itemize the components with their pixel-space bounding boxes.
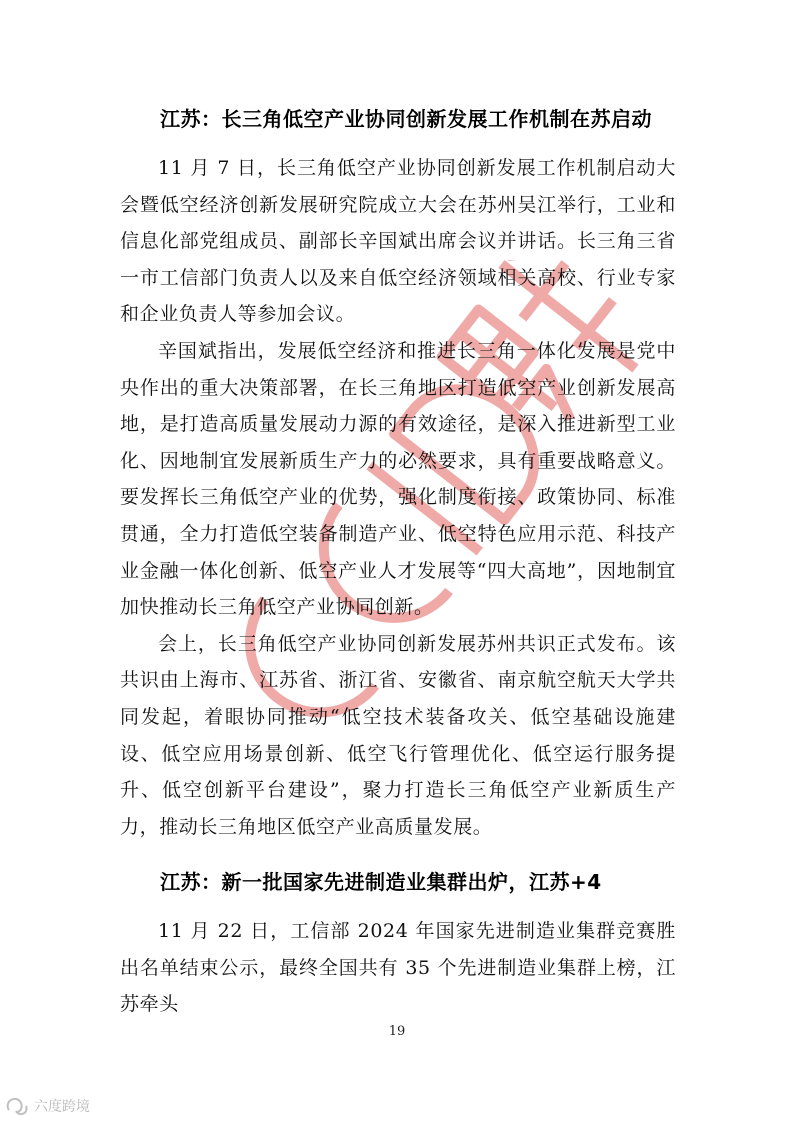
paragraph: 会上，长三角低空产业协同创新发展苏州共识正式发布。该共识由上海市、江苏省、浙江省、安徽省、南京航空航天大学共同发起，着眼协同推动“低空技术装备攻关、低空基础设施建设、低空应用场景创新、低空飞行管理优化、低空运行服务提升、低空创新平台建设”，聚力打造长三角低空产业新质生产力，推动长三角地区低空产业高质量发展。 <box>120 632 676 838</box>
paragraph: 辛国斌指出，发展低空经济和推进长三角一体化发展是党中央作出的重大决策部署，在长三角地区打造低空产业创新发展高地，是打造高质量发展动力源的有效途径，是深入推进新型工业化、因地制宜发展新质生产力的必然要求，具有重要战略意义。要发挥长三角低空产业的优势，强化制度衔接、政策协同、标准贯通，全力打造低空装备制造产业、低空特色应用示范、科技产业金融一体化创新、低空产业人才发展等“四大高地”，因地制宜加快推动长三角低空产业协同创新。 <box>120 339 676 619</box>
page-number: 19 <box>388 1024 406 1039</box>
paragraph: 11 月 22 日，工信部 2024 年国家先进制造业集群竞赛胜出名单结束公示，最终全国共有 35 个先进制造业集群上榜，江苏牵头 <box>120 920 676 1016</box>
section-heading-jiangsu-manufacturing-clusters: 江苏：新一批国家先进制造业集群出炉，江苏+4 <box>160 870 602 895</box>
source-logo-icon <box>6 1096 30 1116</box>
source-logo <box>6 1094 90 1118</box>
document-body <box>120 104 676 1023</box>
section-heading-jiangsu-low-altitude: 江苏：长三角低空产业协同创新发展工作机制在苏启动 <box>160 107 652 131</box>
paragraph: 11 月 7 日，长三角低空产业协同创新发展工作机制启动大会暨低空经济创新发展研究院成立大会在苏州吴江举行，工业和信息化部党组成员、副部长辛国斌出席会议并讲话。长三角三省一市工信部门负责人以及来自低空经济领域相关高校、行业专家和企业负责人等参加会议。 <box>120 157 676 326</box>
source-logo-text: 六度跨境 <box>34 1099 90 1115</box>
